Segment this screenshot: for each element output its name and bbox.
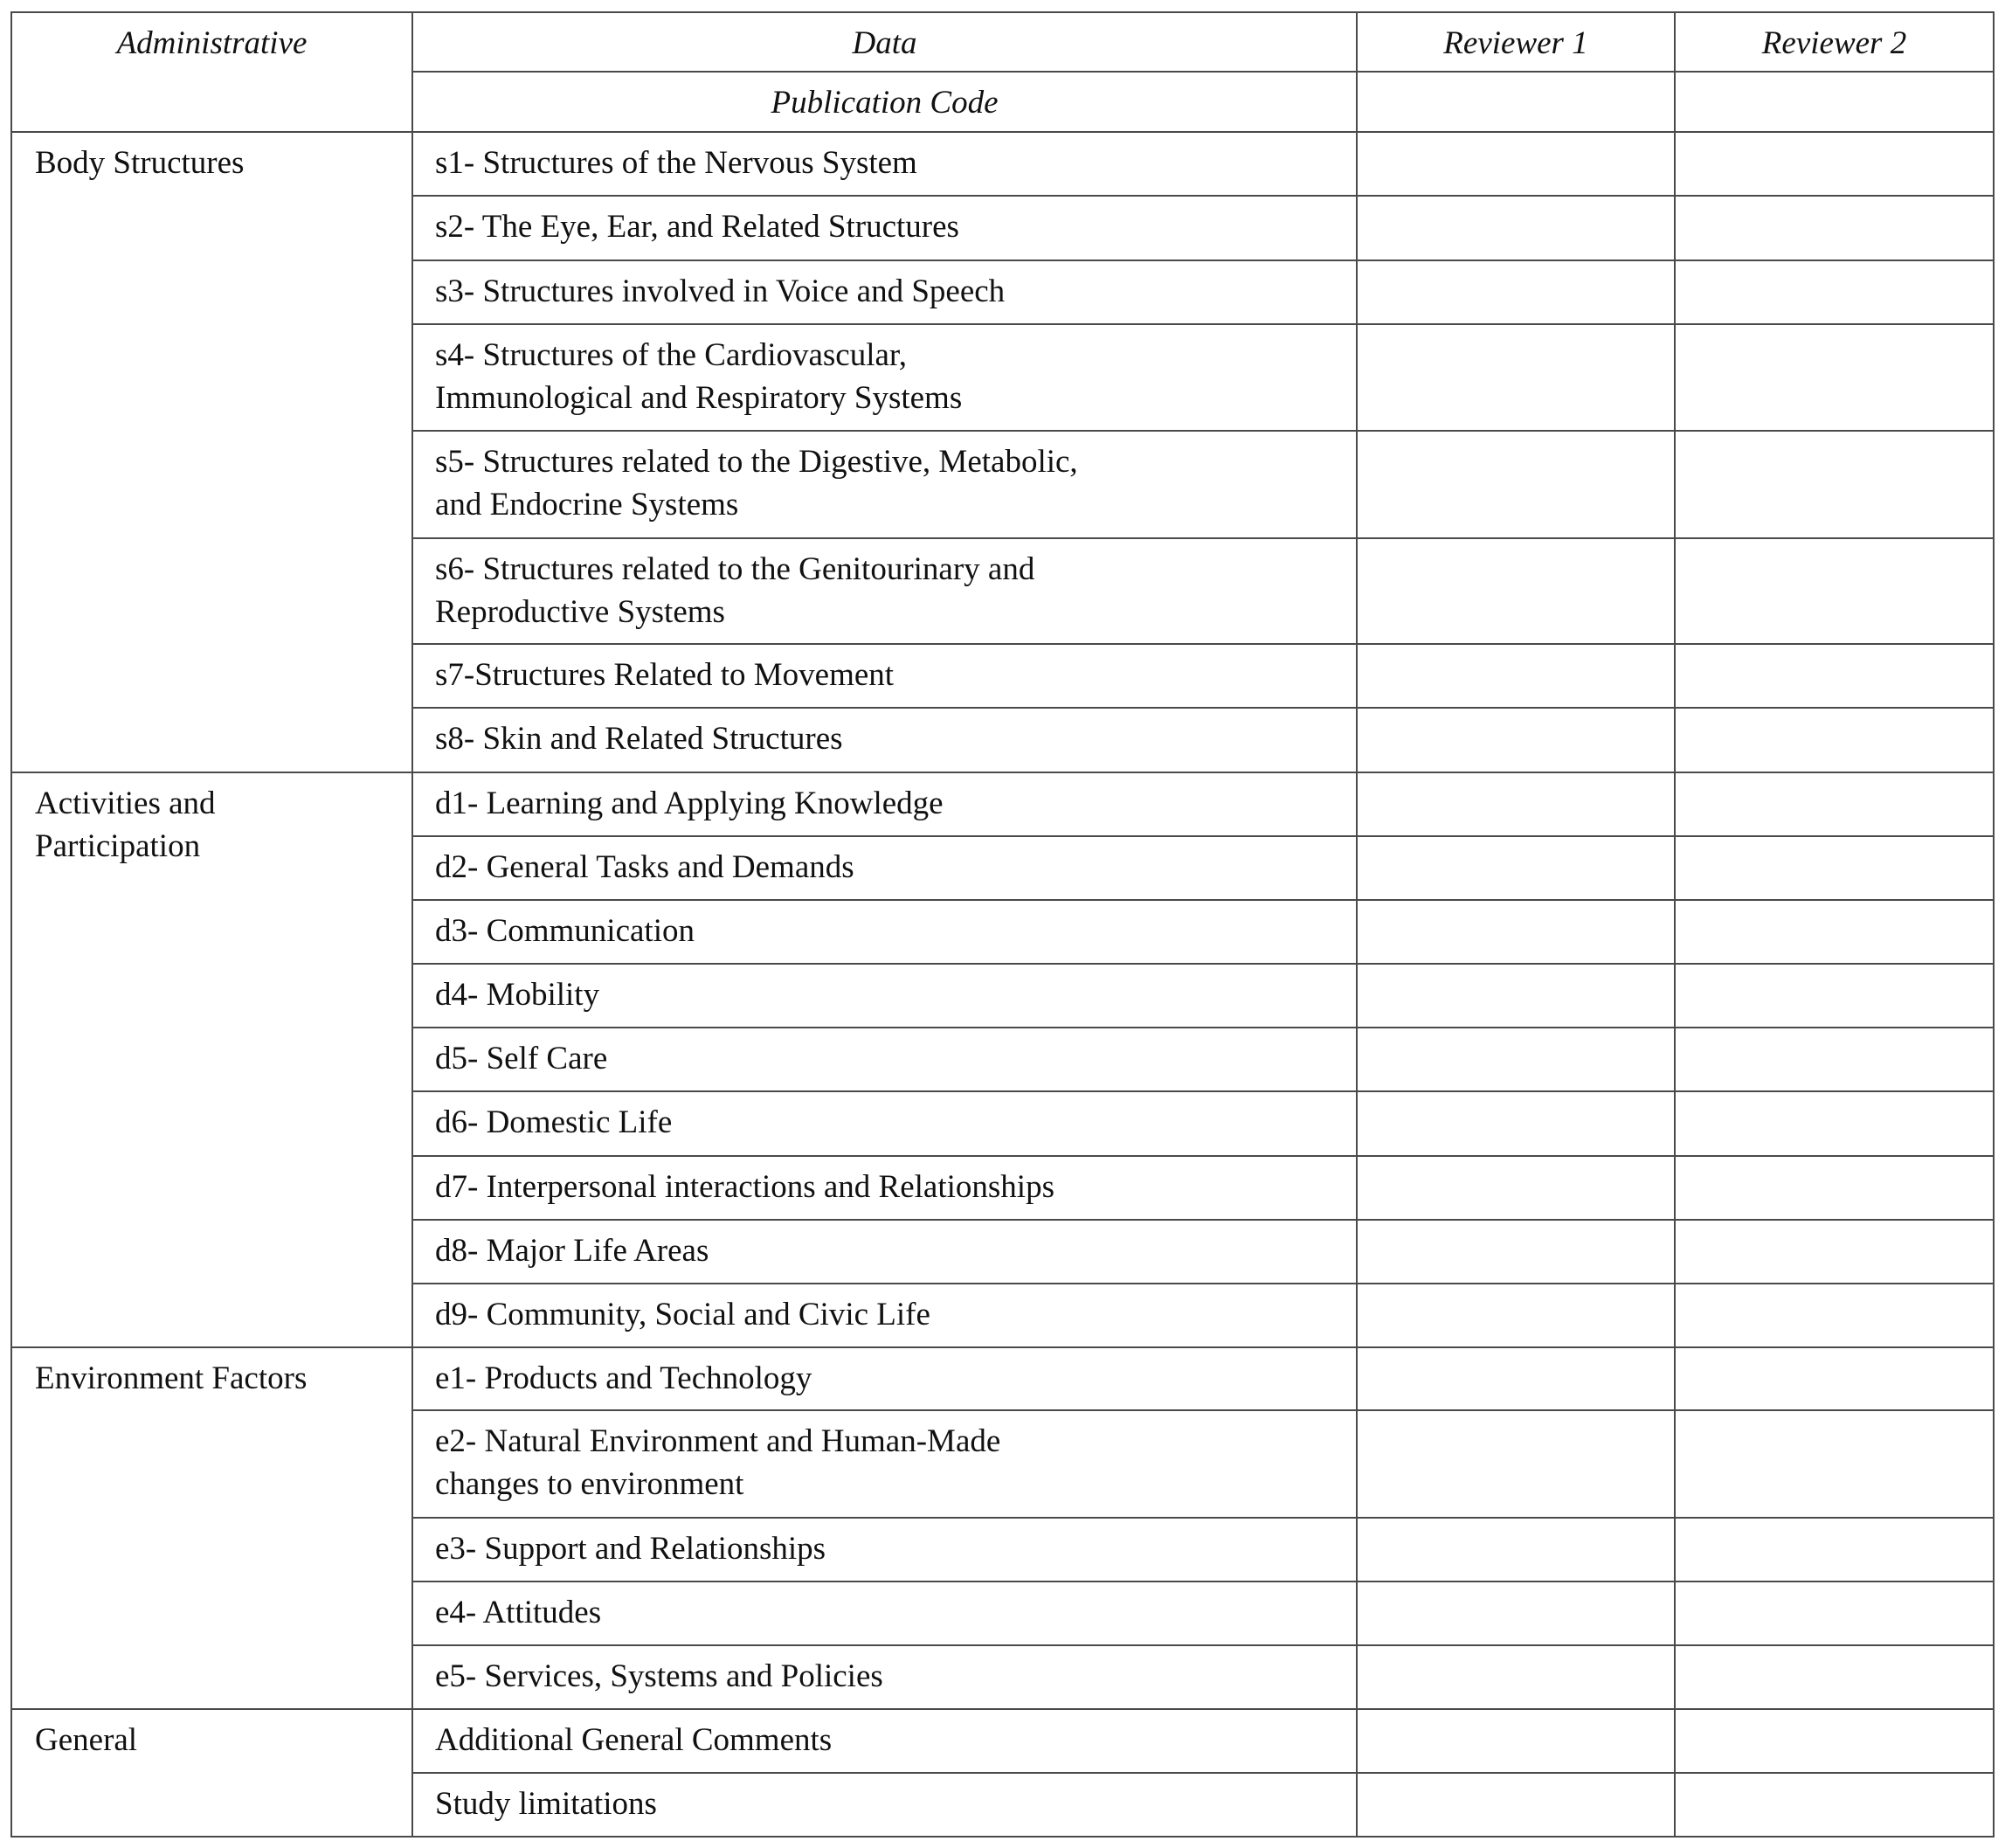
data-item-cell: d1- Learning and Applying Knowledge bbox=[412, 772, 1357, 836]
reviewer-1-cell[interactable] bbox=[1357, 1347, 1675, 1410]
category-cell: General bbox=[11, 1709, 412, 1837]
header-reviewer-2: Reviewer 2 bbox=[1675, 12, 1994, 72]
reviewer-1-cell[interactable] bbox=[1357, 324, 1675, 431]
data-item-cell: Study limitations bbox=[412, 1773, 1357, 1837]
reviewer-1-cell[interactable] bbox=[1357, 1709, 1675, 1773]
header-data: Data bbox=[412, 12, 1357, 72]
reviewer-2-cell[interactable] bbox=[1675, 1091, 1994, 1156]
reviewer-2-cell[interactable] bbox=[1675, 1220, 1994, 1284]
header-row bbox=[11, 12, 1994, 72]
reviewer-1-cell[interactable] bbox=[1357, 772, 1675, 836]
reviewer-1-cell[interactable] bbox=[1357, 538, 1675, 644]
reviewer-2-cell[interactable] bbox=[1675, 538, 1994, 644]
data-item-cell: e5- Services, Systems and Policies bbox=[412, 1645, 1357, 1709]
data-item-cell: e3- Support and Relationships bbox=[412, 1518, 1357, 1582]
reviewer-2-cell[interactable] bbox=[1675, 900, 1994, 964]
reviewer-2-cell[interactable] bbox=[1675, 431, 1994, 538]
reviewer-1-cell[interactable] bbox=[1357, 708, 1675, 772]
reviewer-2-cell[interactable] bbox=[1675, 772, 1994, 836]
reviewer-2-cell[interactable] bbox=[1675, 260, 1994, 324]
category-cell: Environment Factors bbox=[11, 1347, 412, 1709]
table-row bbox=[11, 1709, 1994, 1773]
data-item-cell: e1- Products and Technology bbox=[412, 1347, 1357, 1410]
data-item-cell: d3- Communication bbox=[412, 900, 1357, 964]
reviewer-2-cell[interactable] bbox=[1675, 836, 1994, 900]
header-reviewer-1: Reviewer 1 bbox=[1357, 12, 1675, 72]
table-row bbox=[11, 132, 1994, 196]
data-item-cell: s7-Structures Related to Movement bbox=[412, 644, 1357, 708]
reviewer-2-cell[interactable] bbox=[1675, 1410, 1994, 1518]
reviewer-1-cell[interactable] bbox=[1357, 1284, 1675, 1347]
reviewer-2-cell[interactable] bbox=[1675, 324, 1994, 431]
reviewer-1-cell[interactable] bbox=[1357, 260, 1675, 324]
category-cell: Activities and Participation bbox=[11, 772, 412, 1347]
reviewer-1-cell[interactable] bbox=[1357, 1582, 1675, 1645]
reviewer-2-cell[interactable] bbox=[1675, 1028, 1994, 1091]
data-item-cell: d4- Mobility bbox=[412, 964, 1357, 1028]
header-publication-code: Publication Code bbox=[412, 72, 1357, 132]
reviewer-1-cell[interactable] bbox=[1357, 1518, 1675, 1582]
reviewer-2-cell[interactable] bbox=[1675, 1582, 1994, 1645]
data-item-cell: s8- Skin and Related Structures bbox=[412, 708, 1357, 772]
data-item-cell: d2- General Tasks and Demands bbox=[412, 836, 1357, 900]
data-item-cell: d6- Domestic Life bbox=[412, 1091, 1357, 1156]
reviewer-2-cell[interactable] bbox=[1675, 132, 1994, 196]
data-item-cell: s3- Structures involved in Voice and Speech bbox=[412, 260, 1357, 324]
table-row bbox=[11, 1347, 1994, 1410]
reviewer-2-cell[interactable] bbox=[1675, 964, 1994, 1028]
data-item-cell: e4- Attitudes bbox=[412, 1582, 1357, 1645]
reviewer-1-cell[interactable] bbox=[1357, 431, 1675, 538]
data-item-cell: Additional General Comments bbox=[412, 1709, 1357, 1773]
reviewer-1-cell[interactable] bbox=[1357, 1410, 1675, 1518]
data-item-cell: s5- Structures related to the Digestive, Metabolic, and Endocrine Systems bbox=[412, 431, 1357, 538]
reviewer-1-cell[interactable] bbox=[1357, 900, 1675, 964]
header-administrative: Administrative bbox=[11, 12, 412, 132]
reviewer-1-cell[interactable] bbox=[1357, 1220, 1675, 1284]
reviewer-2-cell[interactable] bbox=[1675, 1156, 1994, 1220]
reviewer-2-cell[interactable] bbox=[1675, 1347, 1994, 1410]
reviewer-1-cell[interactable] bbox=[1357, 836, 1675, 900]
reviewer-1-cell[interactable] bbox=[1357, 1773, 1675, 1837]
reviewer-2-cell[interactable] bbox=[1675, 708, 1994, 772]
reviewer-2-cell[interactable] bbox=[1675, 1773, 1994, 1837]
category-cell: Body Structures bbox=[11, 132, 412, 772]
data-item-cell: d9- Community, Social and Civic Life bbox=[412, 1284, 1357, 1347]
review-extraction-table bbox=[10, 11, 1995, 1838]
reviewer-1-cell[interactable] bbox=[1357, 1645, 1675, 1709]
reviewer-1-cell[interactable] bbox=[1357, 1028, 1675, 1091]
reviewer-1-cell[interactable] bbox=[1357, 1156, 1675, 1220]
data-item-cell: s1- Structures of the Nervous System bbox=[412, 132, 1357, 196]
reviewer-2-cell[interactable] bbox=[1675, 196, 1994, 260]
data-item-cell: e2- Natural Environment and Human-Made changes to environment bbox=[412, 1410, 1357, 1518]
table-row bbox=[11, 772, 1994, 836]
reviewer-1-cell[interactable] bbox=[1357, 1091, 1675, 1156]
reviewer-1-cell[interactable] bbox=[1357, 644, 1675, 708]
data-item-cell: s6- Structures related to the Genitourinary and Reproductive Systems bbox=[412, 538, 1357, 644]
data-item-cell: s2- The Eye, Ear, and Related Structures bbox=[412, 196, 1357, 260]
reviewer-1-cell[interactable] bbox=[1357, 72, 1675, 132]
reviewer-2-cell[interactable] bbox=[1675, 72, 1994, 132]
reviewer-1-cell[interactable] bbox=[1357, 964, 1675, 1028]
reviewer-1-cell[interactable] bbox=[1357, 196, 1675, 260]
reviewer-2-cell[interactable] bbox=[1675, 1645, 1994, 1709]
data-item-cell: d8- Major Life Areas bbox=[412, 1220, 1357, 1284]
data-item-cell: d7- Interpersonal interactions and Relationships bbox=[412, 1156, 1357, 1220]
reviewer-2-cell[interactable] bbox=[1675, 1709, 1994, 1773]
reviewer-1-cell[interactable] bbox=[1357, 132, 1675, 196]
reviewer-2-cell[interactable] bbox=[1675, 1518, 1994, 1582]
reviewer-2-cell[interactable] bbox=[1675, 644, 1994, 708]
reviewer-2-cell[interactable] bbox=[1675, 1284, 1994, 1347]
data-item-cell: d5- Self Care bbox=[412, 1028, 1357, 1091]
table-body bbox=[11, 132, 1994, 1837]
data-item-cell: s4- Structures of the Cardiovascular, Immunological and Respiratory Systems bbox=[412, 324, 1357, 431]
